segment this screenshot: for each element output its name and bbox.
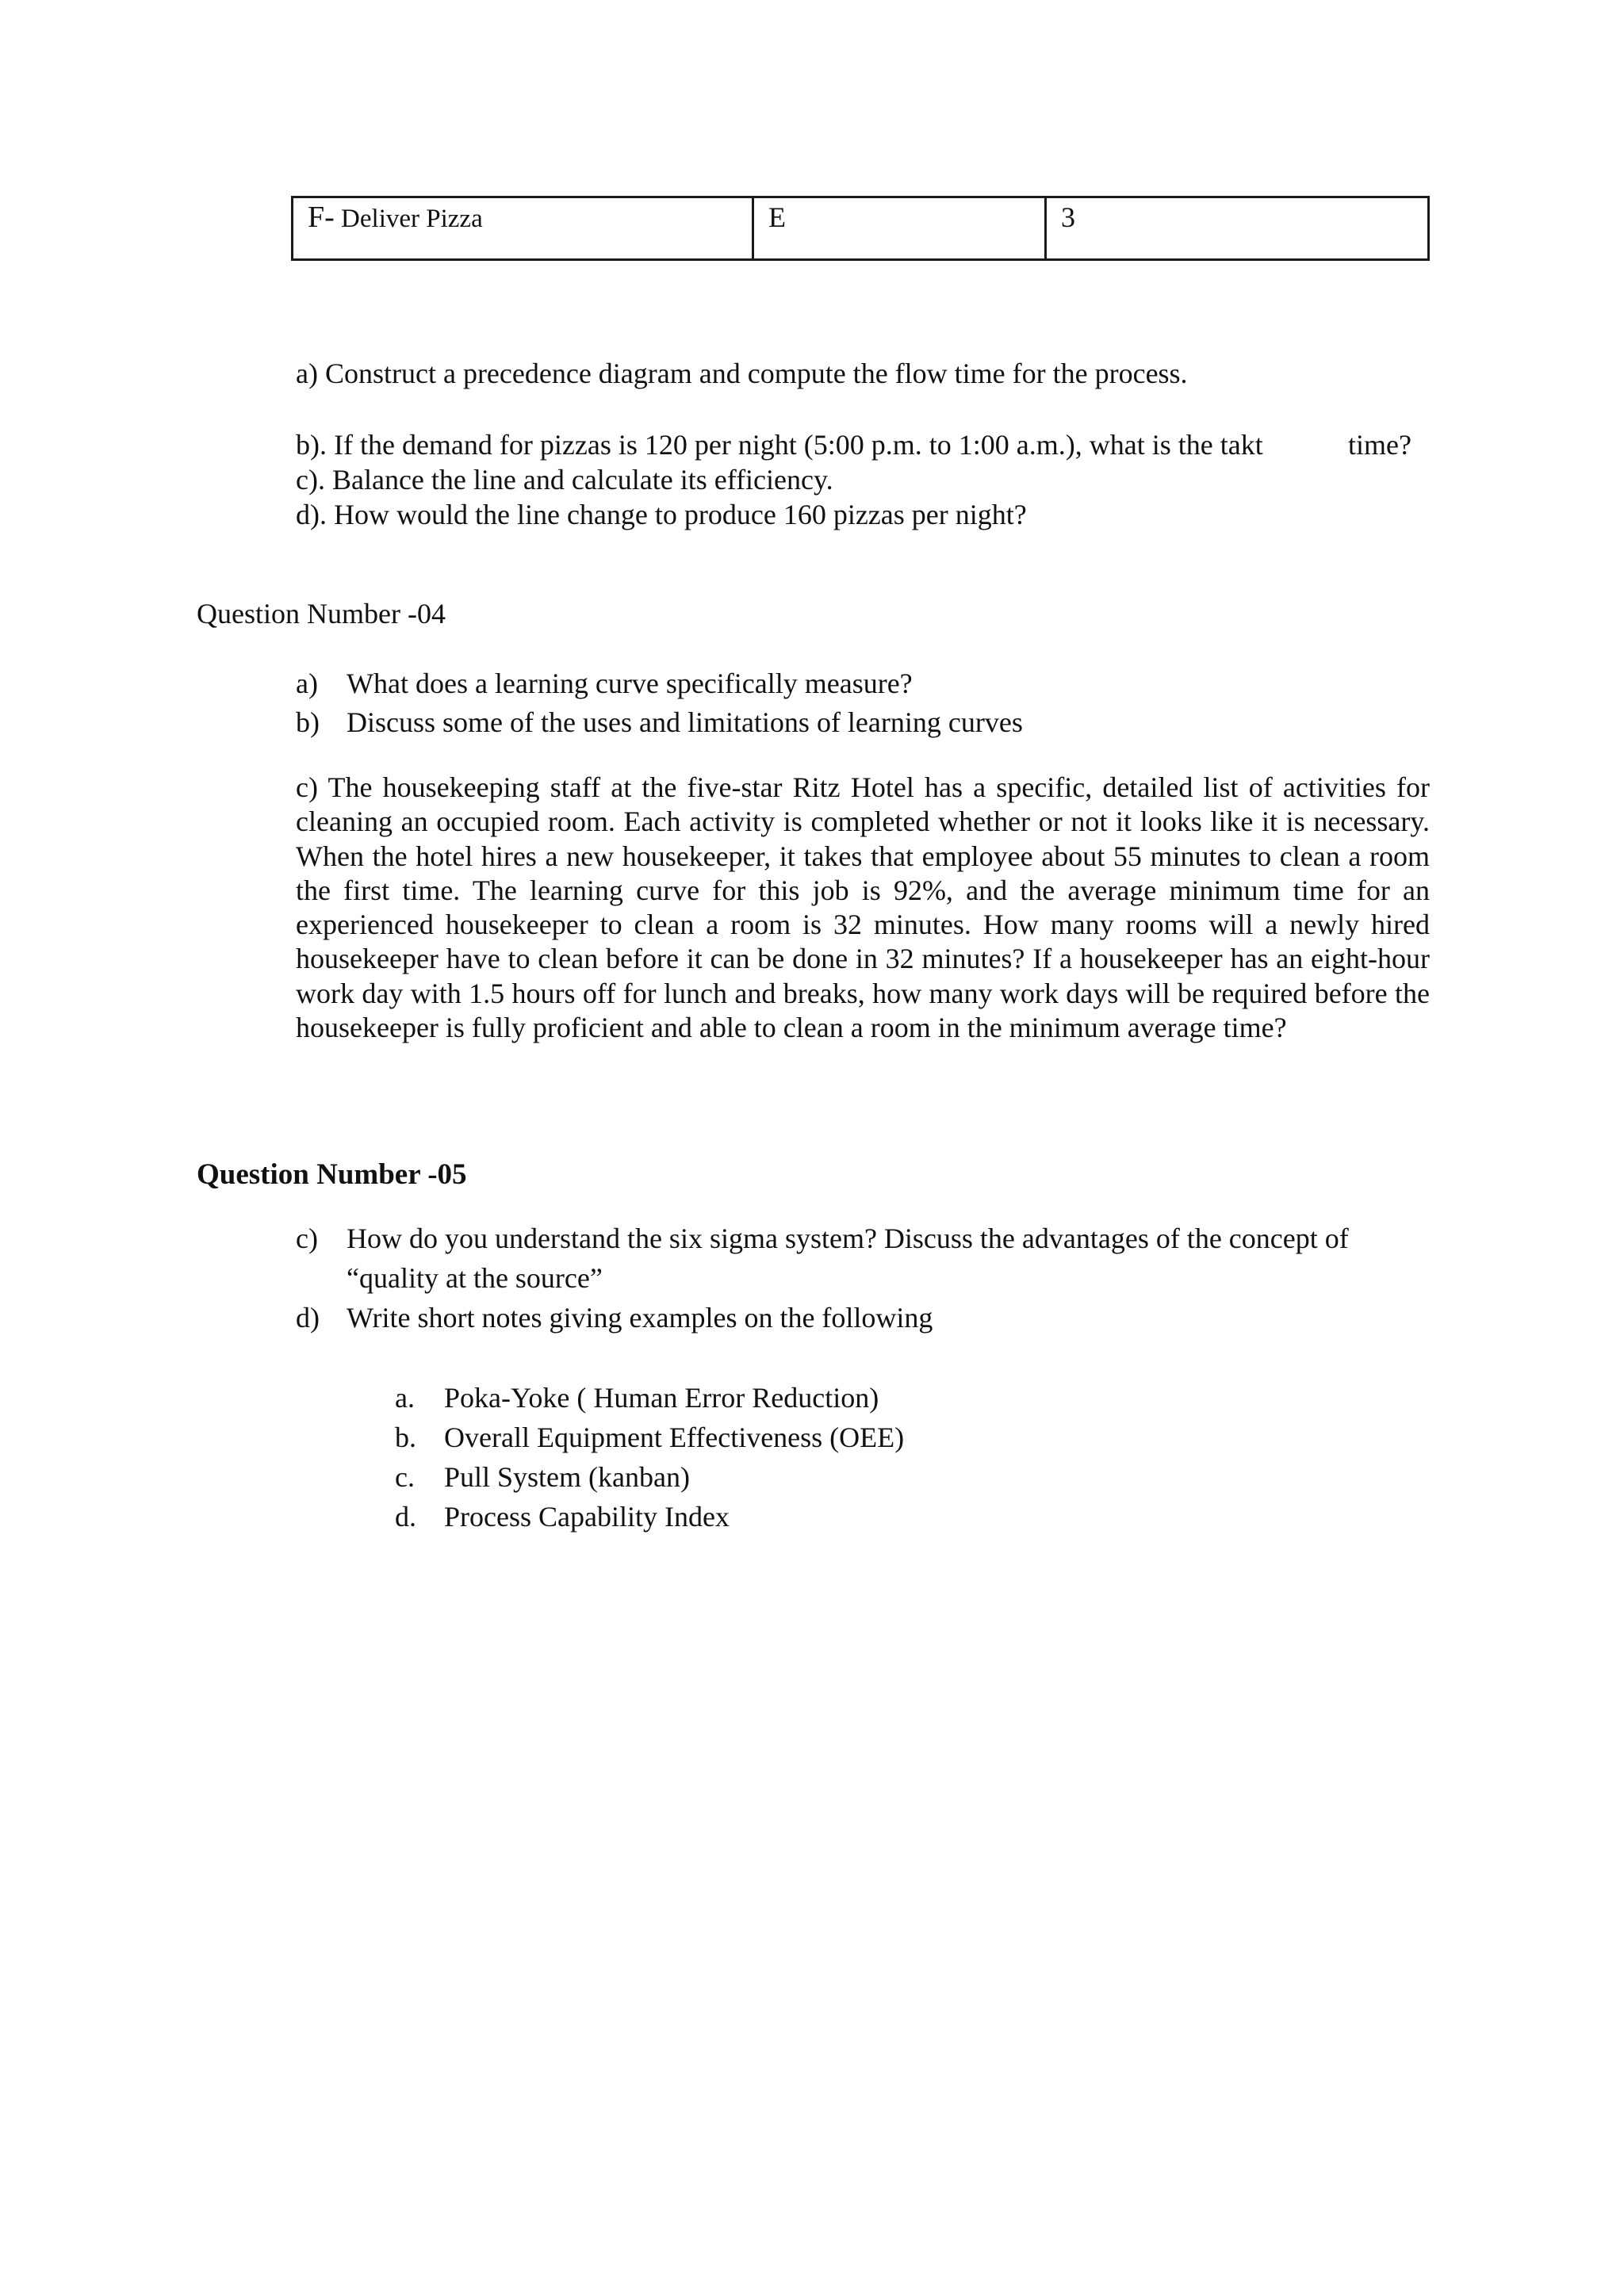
question-5-heading: Question Number -05 xyxy=(197,1158,467,1191)
q5-subitem-c-text: Pull System (kanban) xyxy=(444,1461,690,1493)
q4-paragraph-c: c) The housekeeping staff at the five-star Ritz Hotel has a specific, detailed list of activities for cleaning an occupied room. Each activity is completed whether or not it looks like it is necessary. When the hotel hires a new housekeeper, it takes that employee about 55 minutes to clean a room the first time. The learning curve for this job is 92%, and the average minimum time for an experienced housekeeper to clean a room is 32 minutes. How many rooms will a newly hired housekeeper have to clean before it can be done in 32 minutes? If a housekeeper has an eight-hour work day with 1.5 hours off for lunch and breaks, how many work days will be required before the housekeeper is fully proficient and able to clean a room in the minimum average time? xyxy=(296,771,1430,1044)
q5-subitem-a-text: Poka-Yoke ( Human Error Reduction) xyxy=(444,1382,879,1414)
question-4-heading: Question Number -04 xyxy=(197,598,446,629)
task-table xyxy=(291,196,1430,261)
time-cell: 3 xyxy=(1046,197,1429,260)
task-cell xyxy=(293,197,753,260)
task-letter: F- xyxy=(308,201,335,234)
predecessor-cell: E xyxy=(753,197,1046,260)
q4-item-a-text: What does a learning curve specifically measure? xyxy=(347,668,913,699)
q5-subitem-a-marker: a. xyxy=(395,1382,415,1414)
q5-item-c-marker: c) xyxy=(296,1223,318,1254)
q3-part-c: c). Balance the line and calculate its efficiency. xyxy=(296,464,833,496)
q5-item-c-text: How do you understand the six sigma system? Discuss the advantages of the concept of xyxy=(347,1223,1349,1254)
q5-subitem-b-text: Overall Equipment Effectiveness (OEE) xyxy=(444,1422,905,1453)
q4-item-b-text: Discuss some of the uses and limitations of learning curves xyxy=(347,706,1023,738)
q5-subitem-b-marker: b. xyxy=(395,1422,416,1453)
q5-subitem-d-text: Process Capability Index xyxy=(444,1501,730,1533)
q3-part-a: a) Construct a precedence diagram and compute the flow time for the process. xyxy=(296,358,1188,389)
q3-part-b-end: time? xyxy=(1348,429,1411,461)
q3-part-b: b). If the demand for pizzas is 120 per night (5:00 p.m. to 1:00 a.m.), what is the takt xyxy=(296,429,1263,461)
q3-part-d: d). How would the line change to produce 160 pizzas per night? xyxy=(296,499,1027,530)
task-name: Deliver Pizza xyxy=(334,205,483,233)
q4-item-a-marker: a) xyxy=(296,668,318,699)
table-row xyxy=(293,197,1429,260)
q5-subitem-d-marker: d. xyxy=(395,1501,416,1533)
q5-item-d-marker: d) xyxy=(296,1302,320,1334)
q4-item-b-marker: b) xyxy=(296,706,320,738)
q5-item-c xyxy=(296,1221,1438,1256)
q5-subitem-c-marker: c. xyxy=(395,1461,415,1493)
q5-item-d-text: Write short notes giving examples on the following xyxy=(347,1302,933,1334)
q5-item-c-continuation: “quality at the source” xyxy=(347,1262,603,1294)
